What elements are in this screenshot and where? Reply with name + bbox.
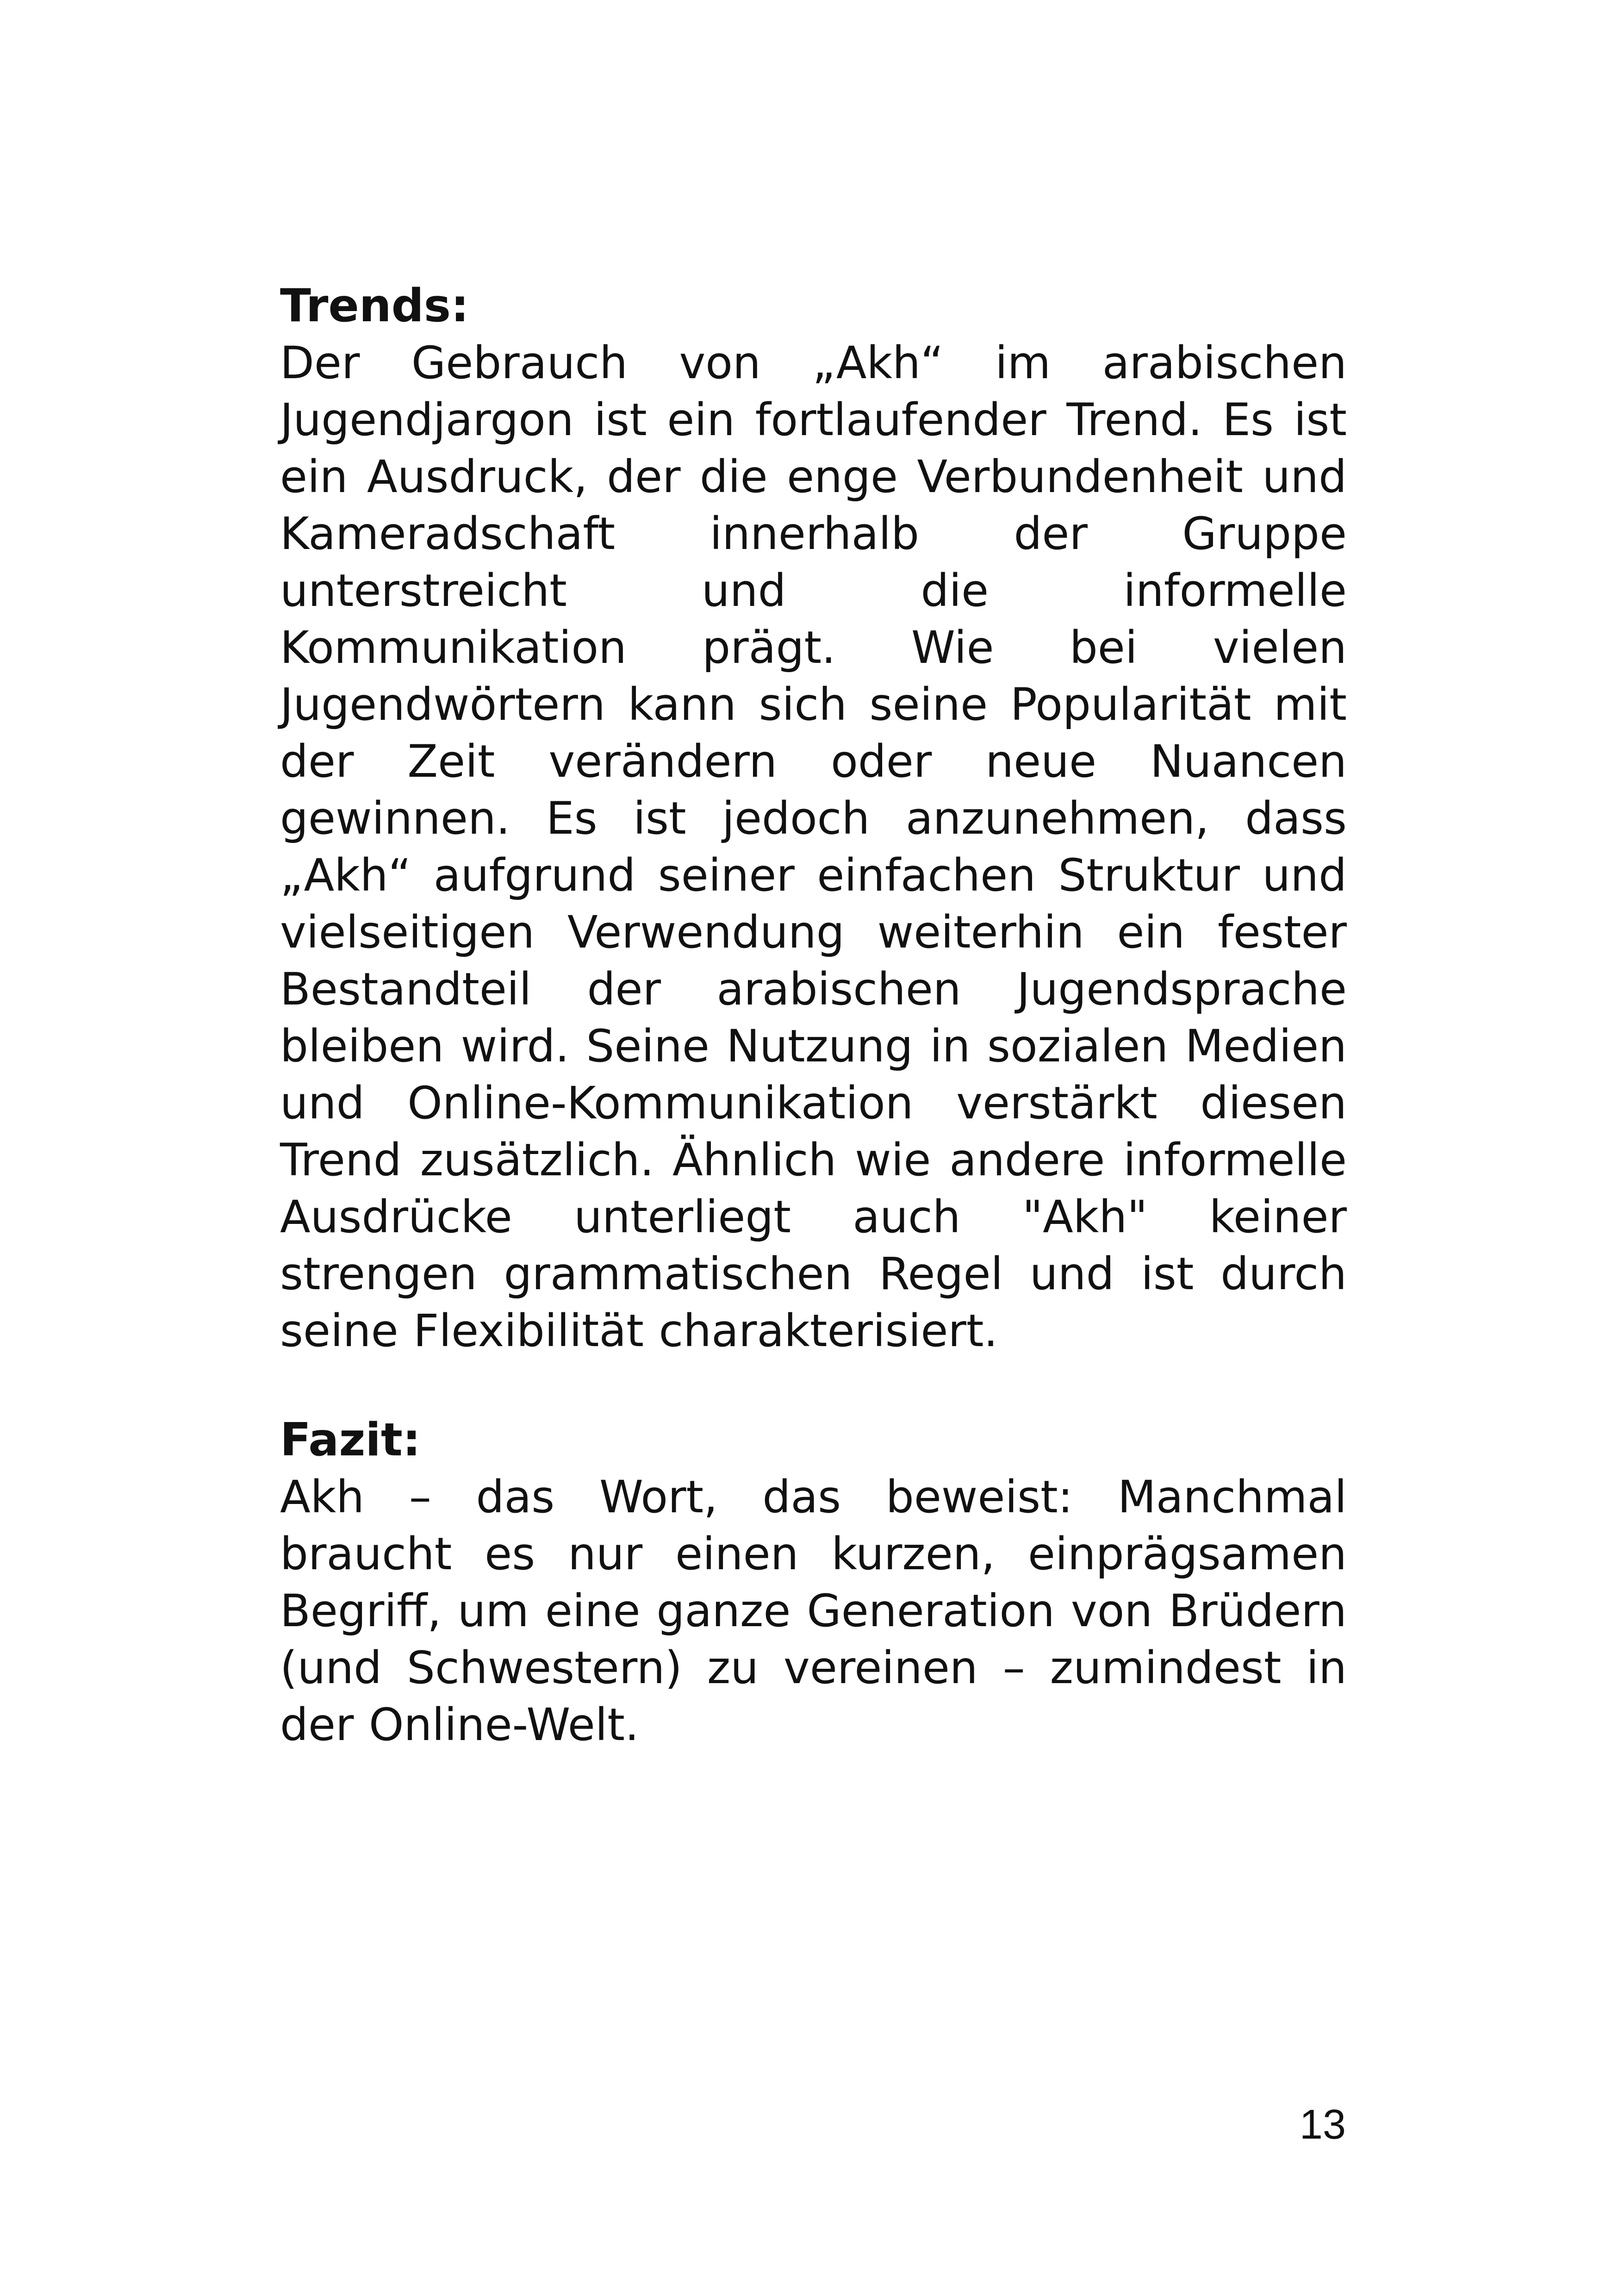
fazit-section [280, 1412, 1347, 1753]
page-number: 13 [1299, 2102, 1346, 2148]
fazit-body: Akh – das Wort, das beweist: Manchmal braucht es nur einen kurzen, einprägsamen Begriff, um eine ganze Generation von Brüdern (und Schwestern) zu vereinen – zumindest in der Online-Welt. [280, 1471, 1347, 1751]
fazit-heading: Fazit: [280, 1414, 421, 1466]
trends-body: Der Gebrauch von „Akh“ im arabischen Jugendjargon ist ein fortlaufender Trend. Es ist ein Ausdruck, der die enge Verbundenheit und Kameradschaft innerhalb der Gruppe unterstreicht und die informelle Kommunikation prägt. Wie bei vielen Jugendwörtern kann sich seine Popularität mit der Zeit verändern oder neue Nuancen gewinnen. Es ist jedoch anzunehmen, dass „Akh“ aufgrund seiner einfachen Struktur und vielseitigen Verwendung weiterhin ein fester Bestandteil der arabischen Jugendsprache bleiben wird. Seine Nutzung in sozialen Medien und Online-Kommunikation verstärkt diesen Trend zusätzlich. Ähnlich wie andere informelle Ausdrücke unterliegt auch "Akh" keiner strengen grammatischen Regel und ist durch seine Flexibilität charakterisiert. [280, 337, 1347, 1357]
trends-section [280, 278, 1347, 1360]
trends-heading: Trends: [280, 280, 469, 332]
